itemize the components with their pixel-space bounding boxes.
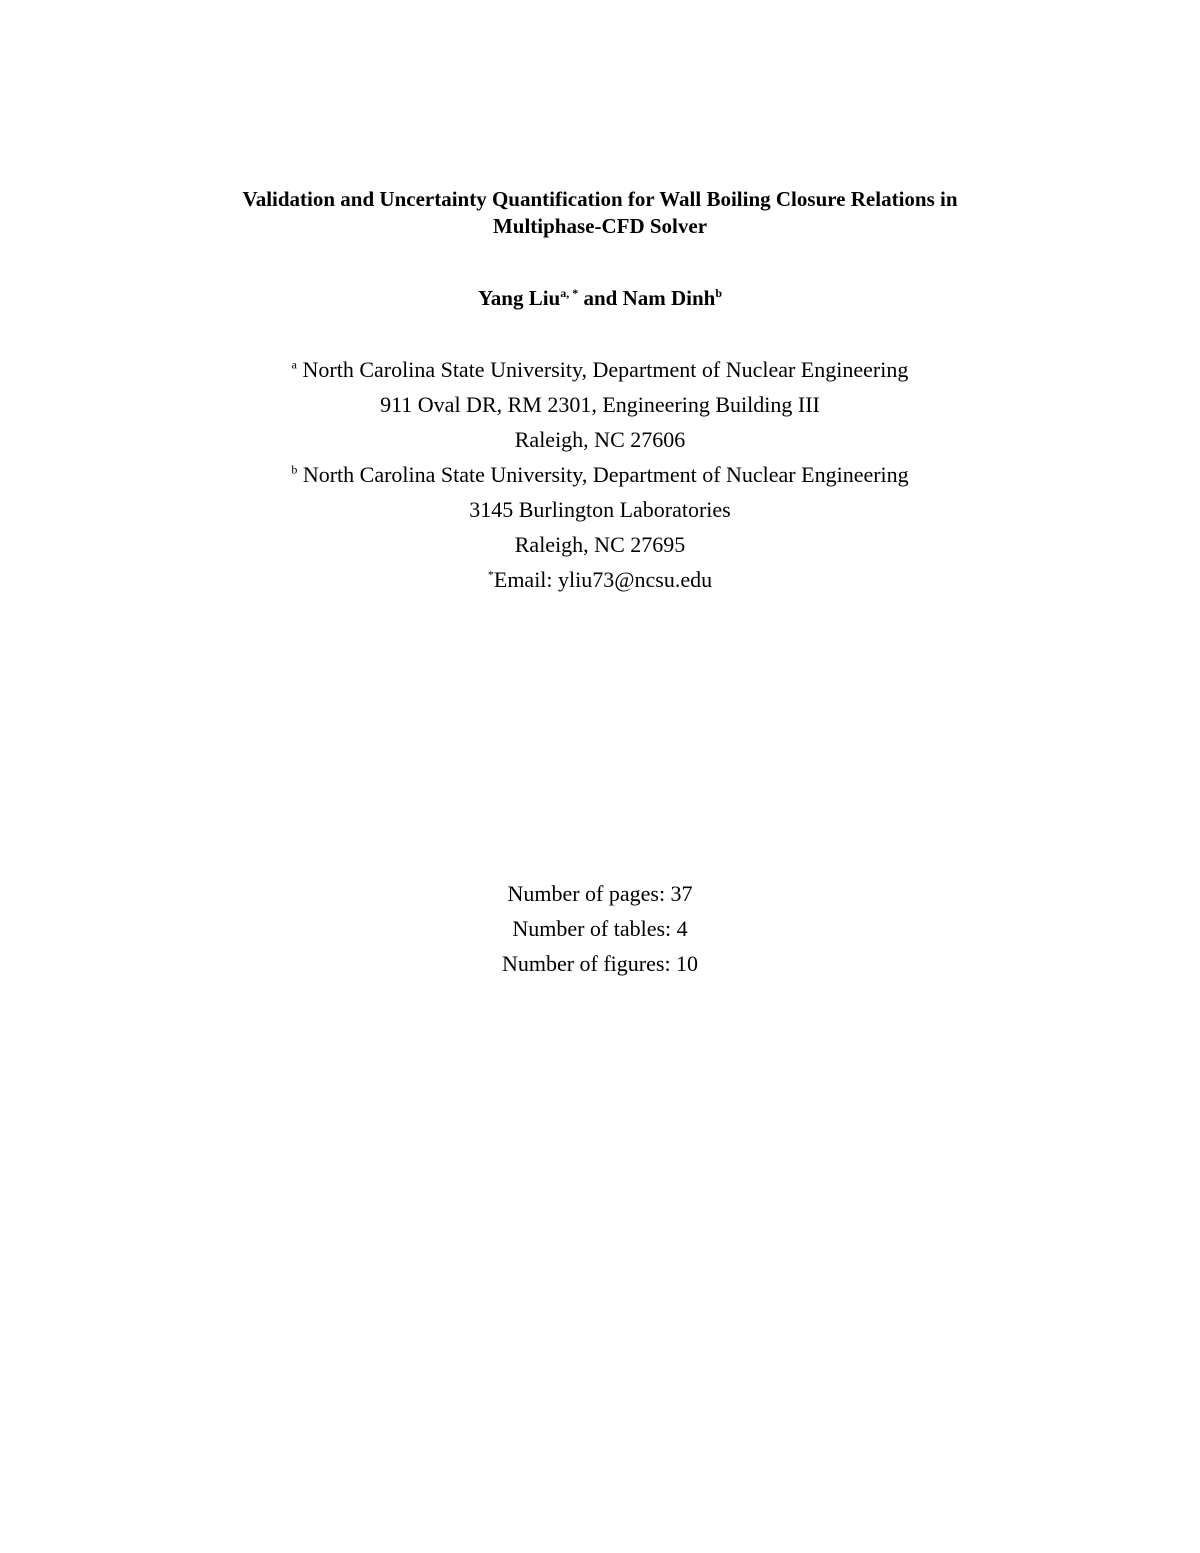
email-marker: * xyxy=(487,567,494,582)
paper-title xyxy=(0,186,1200,240)
affiliation-b-line-1 xyxy=(0,457,1200,492)
table-count: Number of tables: 4 xyxy=(512,916,688,941)
affiliations xyxy=(0,352,1200,597)
affiliation-b-line-2: 3145 Burlington Laboratories xyxy=(469,497,731,522)
affiliation-a-line-2: 911 Oval DR, RM 2301, Engineering Building III xyxy=(380,392,820,417)
title-line-1: Validation and Uncertainty Quantification for Wall Boiling Closure Relations in xyxy=(242,187,958,211)
email-text: Email: yliu73@ncsu.edu xyxy=(493,567,713,592)
figure-count: Number of figures: 10 xyxy=(501,951,699,976)
manuscript-counts xyxy=(0,876,1200,981)
affiliation-b-line-3: Raleigh, NC 27695 xyxy=(514,532,686,557)
author-name-1: Yang Liu xyxy=(477,286,561,310)
author-connector: and xyxy=(578,286,623,310)
author-2-affiliation-marker: b xyxy=(715,286,723,300)
title-line-2: Multiphase-CFD Solver xyxy=(492,214,708,238)
affiliation-b-marker: b xyxy=(291,462,298,477)
affiliation-a-institution: North Carolina State University, Department of Nuclear Engineering xyxy=(302,357,909,382)
affiliation-a-line-1 xyxy=(0,352,1200,387)
author-1-affiliation-marker: a, * xyxy=(560,286,579,300)
email-line xyxy=(0,562,1200,597)
affiliation-b-institution: North Carolina State University, Department of Nuclear Engineering xyxy=(302,462,909,487)
author-name-2: Nam Dinh xyxy=(622,286,716,310)
author-list xyxy=(0,285,1200,312)
page-count: Number of pages: 37 xyxy=(507,881,693,906)
affiliation-a-marker: a xyxy=(291,357,297,372)
affiliation-a-line-3: Raleigh, NC 27606 xyxy=(514,427,686,452)
